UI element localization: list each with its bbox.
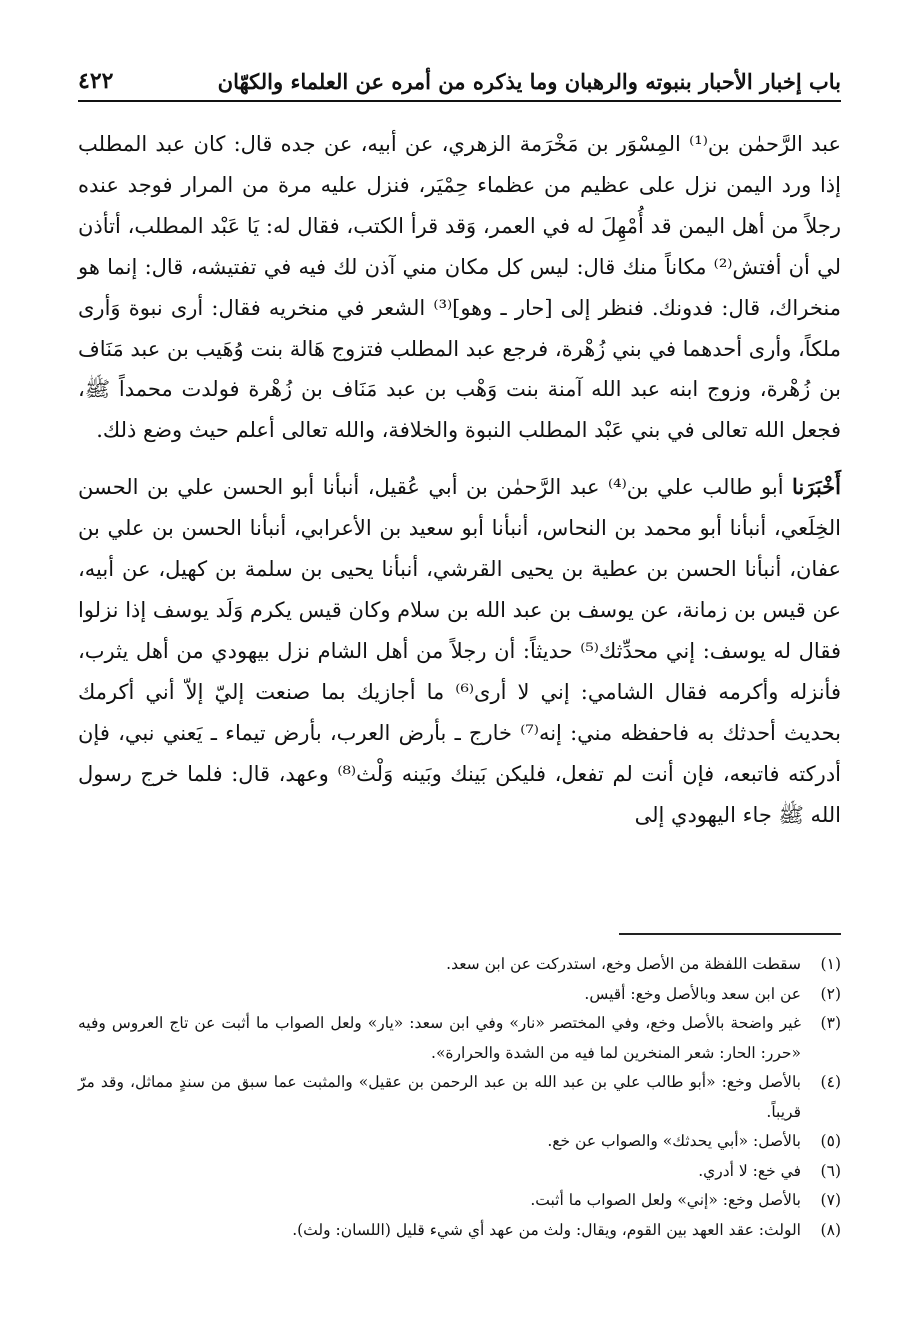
footnote [78, 950, 841, 980]
footnote-number: (٦) [820, 1161, 841, 1180]
paragraph-2-lead: أَخْبَرَنا [792, 474, 841, 500]
footnote-text: سقطت اللفظة من الأصل وخع، استدركت عن ابن سعد. [446, 955, 801, 973]
paragraph-1: عبد الرَّحمٰن بن⁽¹⁾ المِسْوَر بن مَخْرَمة الزهري، عن أبيه، عن جده قال: كان عبد المطلب إذا ورد اليمن نزل على عظيم من عظماء حِمْيَر، فنزل عليه مرة من المرار فوجد عنده رجلاً من أهل اليمن قد أُمْهِلَ له في العمر، وَقد قرأ الكتب، فقال له: يَا عَبْد المطلب، أتأذن لي أن أفتش⁽²⁾ مكاناً منك قال: ليس كل مكان مني آذن لك فيه في تفتيشه، قال: إنما هو منخراك، قال: فدونك. فنظر إلى [حار ـ وهو]⁽³⁾ الشعر في منخريه فقال: أرى نبوة وَأرى ملكاً، وأرى أحدهما في بني زُهْرة، فرجع عبد المطلب فتزوج هَالة بنت وُهَيب بن عبد مَنَاف بن زُهْرة، وزوج ابنه عبد الله آمنة بنت وَهْب بن عبد مَنَاف بن زُهْرة فولدت محمداً ﷺ، فجعل الله تعالى في بني عَبْد المطلب النبوة والخلافة، والله تعالى أعلم حيث وضع ذلك. [77, 132, 841, 443]
footnote-text: بالأصل: «أبي يحدثك» والصواب عن خع. [547, 1132, 801, 1150]
paragraph-2-text: أبو طالب علي بن⁽⁴⁾ عبد الرَّحمٰن بن أبي عُقيل، أنبأنا أبو الحسن علي بن الحسن الخِلَعي، أنبأنا أبو محمد بن النحاس، أنبأنا أبو سعيد بن الأعرابي، أنبأنا الحسن بن علي بن عفان، أنبأنا الحسن بن عطية بن يحيى القرشي، أنبأنا يحيى بن سلمة بن كهيل، عن أبيه، عن قيس بن زمانة، عن يوسف بن عبد الله بن سلام وكان قيس يكرم وَلَد يوسف إذا نزلوا فقال له يوسف: إني محدِّثك⁽⁵⁾ حديثاً: أن رجلاً من أهل الشام نزل بيهودي من أهل يثرب، فأنزله وأكرمه فقال الشامي: إني لا أرى⁽⁶⁾ ما أجازيك بما صنعت إليّ إلاّ أني أكرمك بحديث أحدثك به فاحفظه مني: إنه⁽⁷⁾ خارج ـ بأرض العرب، بأرض تيماء ـ يَعني نبي، فإن أدركته فاتبعه، فإن أنت لم تفعل، فليكن بَينك وبَينه وَلْث⁽⁸⁾ وعهد، قال: فلما خرج رسول الله ﷺ جاء اليهودي إلى [78, 475, 842, 827]
footnote [78, 1216, 841, 1246]
footnote [78, 1186, 841, 1216]
footnote-text: عن ابن سعد وبالأصل وخع: أقيس. [584, 984, 801, 1003]
footnotes [78, 950, 841, 1245]
footnote-text: بالأصل وخع: «أبو طالب علي بن عبد الله بن عبد الرحمن بن عقيل» والمثبت عما سبق من سندٍ مماثل، وقد مرّ قريباً. [78, 1073, 801, 1121]
footnote-number: (٢) [820, 984, 841, 1003]
running-header [78, 62, 841, 100]
footnote-number: (٣) [820, 1014, 841, 1032]
footnote-number: (٧) [820, 1191, 841, 1209]
footnote-text: الولث: عقد العهد بين القوم، ويقال: ولث من عهد أي شيء قليل (اللسان: ولث). [292, 1220, 801, 1239]
footnote-separator [619, 933, 841, 935]
footnote [78, 1127, 841, 1157]
chapter-title: باب إخبار الأحبار بنبوته والرهبان وما يذكره من أمره عن العلماء والكهّان [217, 68, 841, 94]
footnote [78, 980, 841, 1010]
footnote [78, 1068, 841, 1127]
footnote-number: (٨) [820, 1220, 841, 1239]
footnote [78, 1157, 841, 1187]
footnote-number: (٥) [820, 1132, 841, 1150]
footnote-number: (٤) [820, 1073, 841, 1091]
footnote-number: (١) [820, 955, 841, 973]
paragraph-2 [78, 467, 841, 835]
footnote-text: غير واضحة بالأصل وخع، وفي المختصر «نار» وفي ابن سعد: «يار» ولعل الصواب ما أثبت عن تاج العروس وفيه «حرر: الحار: شعر المنخرين لما فيه من الشدة والحرارة». [78, 1014, 801, 1062]
main-text [78, 124, 841, 835]
header-rule [78, 100, 841, 102]
footnote-text: في خع: لا أدري. [698, 1161, 801, 1180]
footnote [78, 1009, 841, 1068]
page-number: ٤٢٢ [78, 68, 114, 94]
footnote-text: بالأصل وخع: «إني» ولعل الصواب ما أثبت. [530, 1191, 801, 1209]
